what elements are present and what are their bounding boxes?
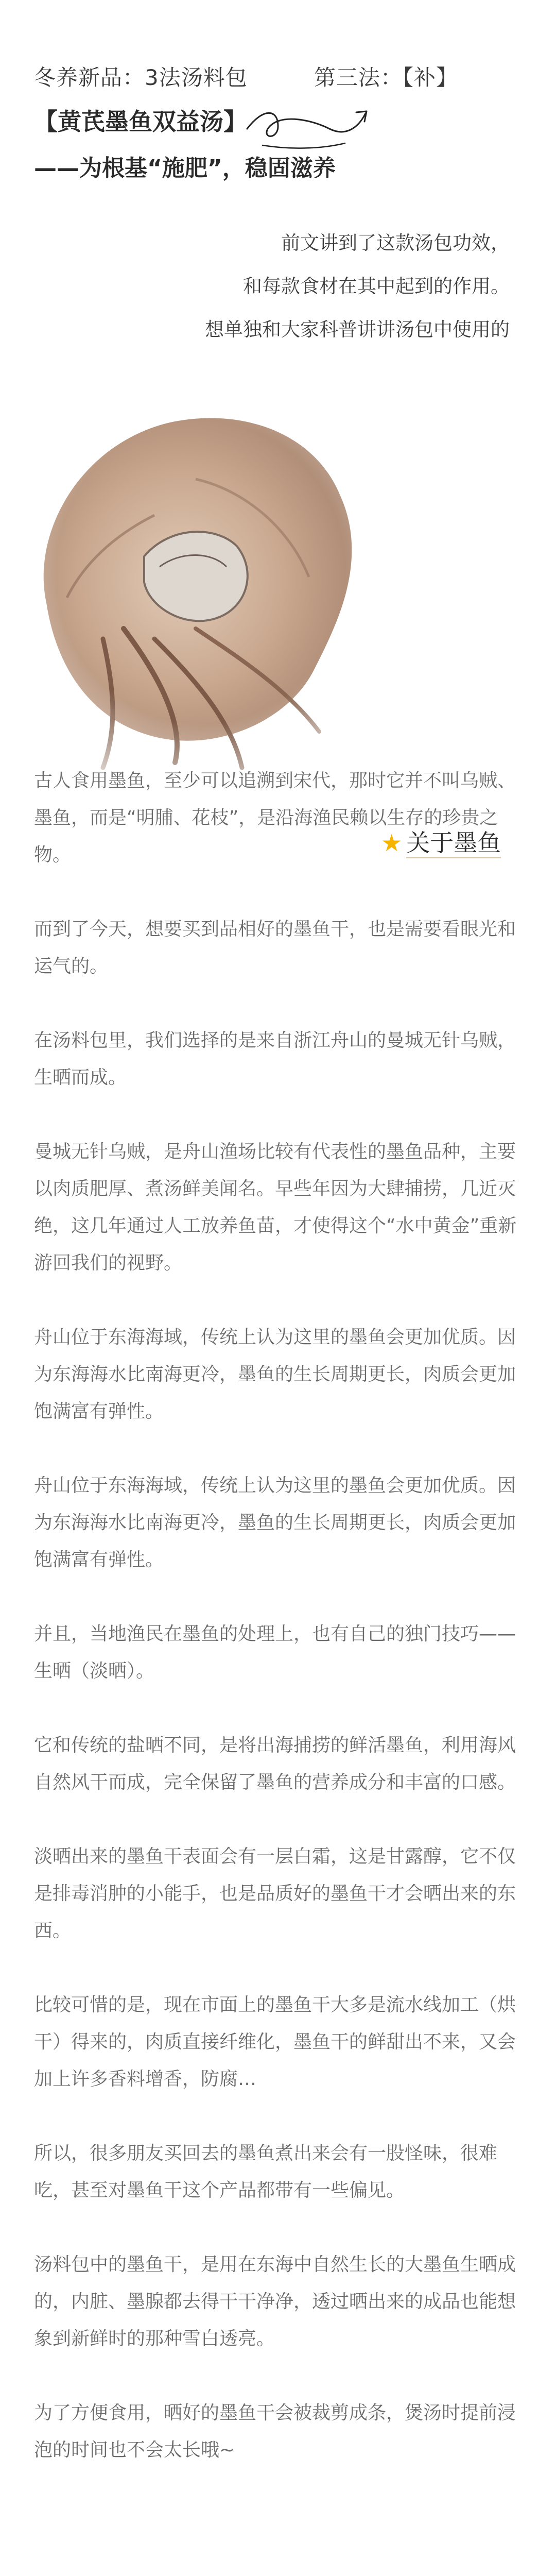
paragraph: 舟山位于东海海域，传统上认为这里的墨鱼会更加优质。因为东海海水比南海更冷，墨鱼的生长周期更长，肉质会更加饱满富有弹性。 bbox=[34, 1475, 516, 1570]
about-squid-label: 关于墨鱼 bbox=[406, 829, 501, 858]
paragraph: 淡晒出来的墨鱼干表面会有一层白霜，这是甘露醇，它不仅是排毒消肿的小能手，也是品质好的墨鱼干才会晒出来的东西。 bbox=[34, 1846, 516, 1941]
intro-line: 想单独和大家科普讲讲汤包中使用的 bbox=[205, 318, 510, 341]
paragraph: 并且，当地渔民在墨鱼的处理上，也有自己的独门技巧——生晒（淡晒）。 bbox=[34, 1623, 516, 1682]
intro-line: 和每款食材在其中起到的作用。 bbox=[243, 275, 510, 297]
paragraph: 舟山位于东海海域，传统上认为这里的墨鱼会更加优质。因为东海海水比南海更冷，墨鱼的生长周期更长，肉质会更加饱满富有弹性。 bbox=[34, 1327, 516, 1422]
paragraph: 为了方便食用，晒好的墨鱼干会被裁剪成条，煲汤时提前浸泡的时间也不会太长哦~ bbox=[34, 2402, 516, 2461]
paragraph: 汤料包中的墨鱼干，是用在东海中自然生长的大墨鱼生晒成的，内脏、墨腺都去得干干净净，透过晒出来的成品也能想象到新鲜时的那种雪白透亮。 bbox=[34, 2254, 516, 2349]
intro-line: 前文讲到了这款汤包功效， bbox=[281, 232, 510, 254]
soup-tagline: ——为根基“施肥”，稳固滋养 bbox=[34, 155, 336, 181]
method-label: 第三法：【补】 bbox=[314, 65, 459, 90]
series-title: 冬养新品：3法汤料包 bbox=[34, 65, 248, 90]
paragraph: 古人食用墨鱼，至少可以追溯到宋代，那时它并不叫乌贼、墨鱼，而是“明脯、花枝”，是沿海渔民赖以生存的珍贵之物。 bbox=[34, 770, 516, 866]
arrow-squiggle-icon bbox=[242, 98, 376, 155]
star-icon: ★ bbox=[381, 829, 403, 857]
paragraph: 它和传统的盐晒不同，是将出海捕捞的鲜活墨鱼，利用海风自然风干而成，完全保留了墨鱼的营养成分和丰富的口感。 bbox=[34, 1735, 516, 1793]
paragraph: 而到了今天，想要买到品相好的墨鱼干，也是需要看眼光和运气的。 bbox=[34, 919, 516, 977]
dried-squid-image bbox=[0, 361, 402, 783]
paragraph: 所以，很多朋友买回去的墨鱼煮出来会有一股怪味，很难吃，甚至对墨鱼干这个产品都带有一些偏见。 bbox=[34, 2143, 498, 2201]
soup-title: 【黄芪墨鱼双益汤】 bbox=[34, 108, 247, 135]
article-body bbox=[34, 762, 523, 2469]
paragraph: 在汤料包里，我们选择的是来自浙江舟山的曼城无针乌贼，生晒而成。 bbox=[34, 1030, 516, 1088]
paragraph: 曼城无针乌贼，是舟山渔场比较有代表性的墨鱼品种，主要以肉质肥厚、煮汤鲜美闻名。早些年因为大肆捕捞，几近灭绝，这几年通过人工放养鱼苗，才使得这个“水中黄金”重新游回我们的视野。 bbox=[34, 1141, 517, 1274]
paragraph: 比较可惜的是，现在市面上的墨鱼干大多是流水线加工（烘干）得来的，肉质直接纤维化，墨鱼干的鲜甜出不来，又会加上许多香料增香，防腐… bbox=[34, 1994, 516, 2090]
